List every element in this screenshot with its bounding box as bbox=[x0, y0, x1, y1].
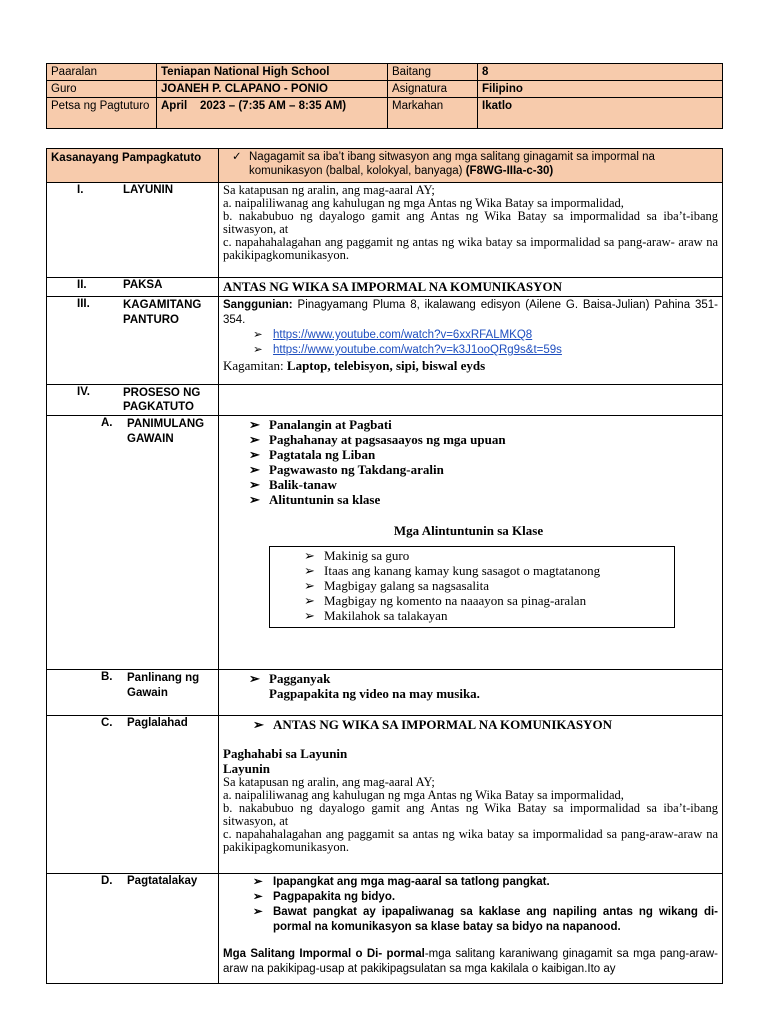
kasanayan-cell bbox=[219, 149, 723, 183]
panimula-item: ➢ Balik-tanaw bbox=[245, 477, 718, 492]
panlinang-content bbox=[219, 670, 723, 716]
rule-item: ➢ Makilahok sa talakayan bbox=[300, 608, 674, 623]
paksa-num: II. bbox=[77, 279, 87, 291]
panlinang-label-cell bbox=[47, 670, 219, 716]
pagtatalakay-item: ➢ Ipapangkat ang mga mag-aaral sa tatlong pangkat. bbox=[249, 875, 718, 890]
kagamitan-label: KAGAMITANG PANTURO bbox=[123, 299, 202, 326]
paglalahad-item: ➢ ANTAS NG WIKA SA IMPORMAL NA KOMUNIKASYON bbox=[249, 718, 718, 731]
petsa-label: Petsa ng Pagtuturo bbox=[47, 98, 157, 129]
panlinang-item: ➢ Pagganyak bbox=[245, 671, 718, 686]
panimula-item: ➢ Paghahanay at pagsasaayos ng mga upuan bbox=[245, 432, 718, 447]
panimula-letter: A. bbox=[101, 417, 113, 429]
sanggunian-text: Pinagyamang Pluma 8, ikalawang edisyon (Ailene G. Baisa-Julian) Pahina 351-354. bbox=[223, 299, 718, 326]
kagamitan-text: Laptop, telebisyon, sipi, biswal eyds bbox=[286, 358, 486, 373]
pagtatalakay-letter: D. bbox=[101, 875, 113, 887]
proseso-label: PROSESO NG PAGKATUTO bbox=[123, 387, 201, 413]
panimula-item: ➢ Pagwawasto ng Takdang-aralin bbox=[245, 462, 718, 477]
kasanayan-text: Nagagamit sa iba’t ibang sitwasyon ang mga salitang ginagamit sa impormal na komunikasyon (balbal, kolokyal, banyaga) bbox=[249, 151, 655, 177]
paglalahad-content bbox=[219, 716, 723, 874]
layunin-label-cell bbox=[47, 183, 219, 278]
paghahabi-title: Paghahabi sa Layunin bbox=[223, 746, 348, 761]
paglalahad-intro: Sa katapusan ng aralin, ang mag-aaral AY; bbox=[223, 775, 435, 789]
paksa-label-cell bbox=[47, 278, 219, 297]
rule-item: ➢ Itaas ang kanang kamay kung sasagot o magtatanong bbox=[300, 563, 674, 578]
panimula-item: ➢ Pagtatala ng Liban bbox=[245, 447, 718, 462]
asignatura-label: Asignatura bbox=[388, 81, 478, 98]
rules-box bbox=[269, 546, 675, 628]
proseso-num: IV. bbox=[77, 386, 91, 398]
youtube-link-1[interactable]: https://www.youtube.com/watch?v=6xxRFALMKQ8 bbox=[273, 329, 533, 341]
kasanayan-label: Kasanayang Pampagkatuto bbox=[47, 149, 219, 183]
markahan-label: Markahan bbox=[388, 98, 478, 129]
paglalahad-c: c. napahahalagahan ang paggamit sa antas ng wika batay sa impormalidad sa pang-araw-araw na pakikipagkomunikasyon. bbox=[223, 827, 718, 854]
layunin-subtitle: Layunin bbox=[223, 761, 270, 776]
kagamitan-num: III. bbox=[77, 298, 90, 310]
definition-term: Mga Salitang Impormal o Di- pormal bbox=[223, 948, 425, 960]
layunin-intro: Sa katapusan ng aralin, ang mag-aaral AY; bbox=[223, 183, 435, 197]
rule-item: ➢ Makinig sa guro bbox=[300, 548, 674, 563]
paaralan-value: Teniapan National High School bbox=[157, 64, 388, 81]
paksa-text: ANTAS NG WIKA SA IMPORMAL NA KOMUNIKASYON bbox=[219, 278, 723, 297]
kagamitan-content bbox=[219, 297, 723, 385]
proseso-content bbox=[219, 385, 723, 416]
pagtatalakay-content bbox=[219, 874, 723, 984]
panimula-content bbox=[219, 416, 723, 670]
baitang-value: 8 bbox=[478, 64, 723, 81]
panimula-label-cell bbox=[47, 416, 219, 670]
panlinang-label: Panlinang ng Gawain bbox=[127, 672, 200, 699]
petsa-value: April 2023 – (7:35 AM – 8:35 AM) bbox=[157, 98, 388, 129]
pagtatalakay-item: ➢ Pagpapakita ng bidyo. bbox=[249, 890, 718, 905]
panimula-label: PANIMULANG GAWAIN bbox=[127, 418, 205, 445]
paglalahad-letter: C. bbox=[101, 717, 113, 729]
lesson-plan-table bbox=[46, 148, 723, 984]
definition-text: -mga salitang karaniwang ginagamit sa mga pang-araw-araw na pakikipag-usap at pakikipagsulatan sa mga kakilala o kaibigan.Ito ay bbox=[223, 948, 718, 975]
kagamitan-label-text: Kagamitan: bbox=[223, 358, 287, 373]
paglalahad-b: b. nakabubuo ng dayalogo gamit ang Antas ng Wika Batay sa impormalidad sa iba’t-ibang sitwasyon, at bbox=[223, 801, 718, 828]
kasanayan-code: (F8WG-IIIa-c-30) bbox=[465, 165, 554, 177]
sanggunian-label: Sanggunian: bbox=[223, 299, 293, 311]
panimula-list bbox=[245, 417, 718, 507]
guro-value: JOANEH P. CLAPANO - PONIO bbox=[157, 81, 388, 98]
kagamitan-label-cell bbox=[47, 297, 219, 385]
layunin-label: LAYUNIN bbox=[123, 184, 174, 196]
paksa-label: PAKSA bbox=[123, 279, 163, 291]
layunin-b: b. nakabubuo ng dayalogo gamit ang Antas ng Wika Batay sa impormalidad sa iba’t-ibang sitwasyon, at bbox=[223, 209, 718, 236]
panimula-item: ➢ Alituntunin sa klase bbox=[245, 492, 718, 507]
guro-label: Guro bbox=[47, 81, 157, 98]
paglalahad-a: a. naipaliliwanag ang kahulugan ng mga Antas ng Wika Batay sa impormalidad, bbox=[223, 788, 624, 802]
paglalahad-label-cell bbox=[47, 716, 219, 874]
panimula-item: ➢ Panalangin at Pagbati bbox=[245, 417, 718, 432]
rules-title: Mga Alintuntunin sa Klase bbox=[393, 523, 544, 538]
proseso-label-cell bbox=[47, 385, 219, 416]
pagtatalakay-item: ➢ Bawat pangkat ay ipapaliwanag sa kaklase ang napiling antas ng wikang di-pormal na komunikasyon sa klase batay sa bidyo na napanood. bbox=[249, 905, 718, 935]
layunin-num: I. bbox=[77, 184, 84, 196]
pagtatalakay-label-cell bbox=[47, 874, 219, 984]
header-table bbox=[46, 63, 723, 129]
pagtatalakay-label: Pagtatalakay bbox=[127, 875, 198, 887]
paaralan-label: Paaralan bbox=[47, 64, 157, 81]
layunin-c: c. napahahalagahan ang paggamit ng antas ng wika batay sa impormalidad sa pang-araw- araw na pakikipagkomunikasyon. bbox=[223, 235, 718, 262]
check-icon: ✓ bbox=[232, 151, 242, 163]
panlinang-letter: B. bbox=[101, 671, 113, 683]
markahan-value: Ikatlo bbox=[478, 98, 723, 129]
baitang-label: Baitang bbox=[388, 64, 478, 81]
layunin-a: a. naipaliliwanag ang kahulugan ng mga Antas ng Wika Batay sa impormalidad, bbox=[223, 196, 624, 210]
youtube-link-2[interactable]: https://www.youtube.com/watch?v=k3J1ooQRg9s&t=59s bbox=[273, 344, 562, 356]
asignatura-value: Filipino bbox=[478, 81, 723, 98]
layunin-content bbox=[219, 183, 723, 278]
rule-item: ➢ Magbigay galang sa nagsasalita bbox=[300, 578, 674, 593]
rule-item: ➢ Magbigay ng komento na naaayon sa pinag-aralan bbox=[300, 593, 674, 608]
paglalahad-label: Paglalahad bbox=[127, 717, 188, 729]
panlinang-sub: Pagpapakita ng video na may musika. bbox=[269, 686, 480, 701]
